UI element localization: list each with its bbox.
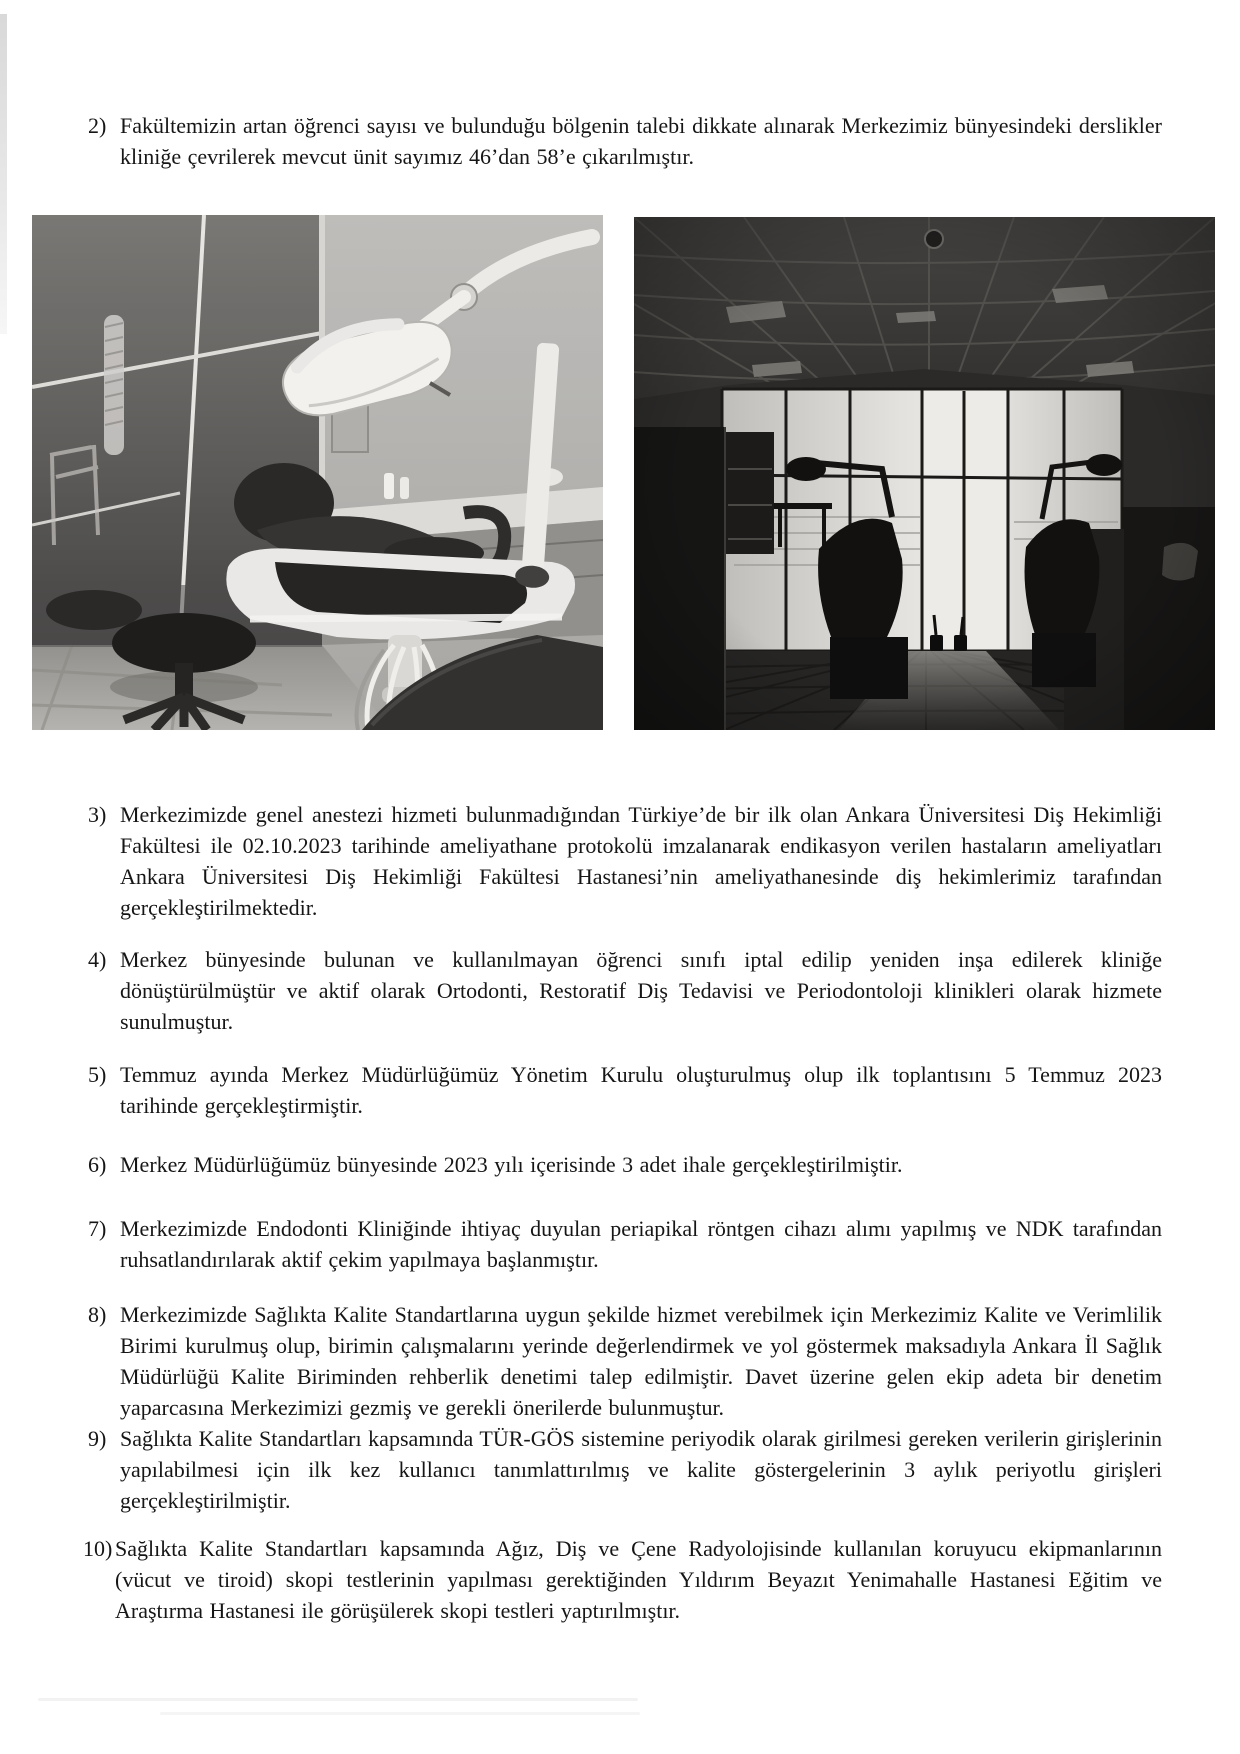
dental-unit-photo xyxy=(32,215,603,730)
scan-smudge-artifact xyxy=(160,1712,640,1715)
list-item-text: Merkezimizde genel anestezi hizmeti bulunmadığından Türkiye’de bir ilk olan Ankara Üniversitesi Diş Hekimliği Fakültesi ile 02.10.2023 tarihinde ameliyathane protokolü imzalanarak endikasyon verilen hastaların ameliyatları Ankara Üniversitesi Diş Hekimliği Fakültesi Hastanesi’nin ameliyathanesinde diş hekimlerimiz tarafından gerçekleştirilmektedir. xyxy=(120,802,1162,920)
list-item-number: 9) xyxy=(88,1426,107,1451)
scan-edge-artifact xyxy=(0,14,7,334)
list-item-number: 4) xyxy=(88,947,107,972)
list-item-text: Merkez Müdürlüğümüz bünyesinde 2023 yılı içerisinde 3 adet ihale gerçekleştirilmiştir. xyxy=(120,1152,903,1177)
list-item-10 xyxy=(83,1533,1162,1626)
list-item-number: 10) xyxy=(83,1536,113,1561)
list-item-text: Sağlıkta Kalite Standartları kapsamında Ağız, Diş ve Çene Radyolojisinde kullanılan koruyucu ekipmanlarının (vücut ve tiroid) skopi testlerinin yapılması gerektiğinden Yıldırım Beyazıt Yenimahalle Hastanesi Eğitim ve Araştırma Hastanesi ile görüşülerek skopi testleri yaptırılmıştır. xyxy=(115,1536,1162,1623)
list-item-9 xyxy=(88,1423,1162,1516)
list-item-text: Temmuz ayında Merkez Müdürlüğümüz Yönetim Kurulu oluşturulmuş olup ilk toplantısını 5 Temmuz 2023 tarihinde gerçekleştirmiştir. xyxy=(120,1062,1162,1118)
list-item-number: 7) xyxy=(88,1216,107,1241)
list-item-6 xyxy=(88,1149,1162,1180)
list-item-4 xyxy=(88,944,1162,1037)
list-item-text: Fakültemizin artan öğrenci sayısı ve bulunduğu bölgenin talebi dikkate alınarak Merkezimiz bünyesindeki derslikler kliniğe çevrilerek mevcut ünit sayımız 46’dan 58’e çıkarılmıştır. xyxy=(120,113,1162,169)
list-item-8 xyxy=(88,1299,1162,1423)
scan-smudge-artifact xyxy=(38,1698,638,1701)
list-item-number: 5) xyxy=(88,1062,107,1087)
clinic-interior-drawing xyxy=(634,217,1215,730)
list-item-text: Merkezimizde Endodonti Kliniğinde ihtiyaç duyulan periapikal röntgen cihazı alımı yapılmış ve NDK tarafından ruhsatlandırılarak aktif çekim yapılmaya başlanmıştır. xyxy=(120,1216,1162,1272)
list-item-number: 3) xyxy=(88,802,107,827)
clinic-interior-photo xyxy=(634,217,1215,730)
list-item-3 xyxy=(88,799,1162,923)
list-item-5 xyxy=(88,1059,1162,1121)
dental-unit-photo-drawing xyxy=(32,215,603,730)
list-items-8-9 xyxy=(88,1299,1162,1516)
list-item-number: 8) xyxy=(88,1302,107,1327)
list-item-7 xyxy=(88,1213,1162,1275)
list-item-text: Sağlıkta Kalite Standartları kapsamında TÜR-GÖS sistemine periyodik olarak girilmesi gereken verilerin girişlerinin yapılabilmesi için ilk kez kullanıcı tanımlattırılmış ve kalite göstergelerinin 3 aylık periyotlu girişleri gerçekleştirilmiştir. xyxy=(120,1426,1162,1513)
list-item-2 xyxy=(88,110,1162,172)
list-item-text: Merkez bünyesinde bulunan ve kullanılmayan öğrenci sınıfı iptal edilip yeniden inşa edilerek kliniğe dönüştürülmüştür ve aktif olarak Ortodonti, Restoratif Diş Tedavisi ve Periodontoloji klinikleri olarak hizmete sunulmuştur. xyxy=(120,947,1162,1034)
list-item-number: 6) xyxy=(88,1152,107,1177)
list-item-number: 2) xyxy=(88,113,107,138)
list-item-text: Merkezimizde Sağlıkta Kalite Standartlarına uygun şekilde hizmet verebilmek için Merkezimiz Kalite ve Verimlilik Birimi kurulmuş olup, birimin çalışmalarını yerinde değerlendirmek ve yol göstermek maksadıyla Ankara İl Sağlık Müdürlüğü Kalite Biriminden rehberlik denetimi talep edilmiştir. Davet üzerine gelen ekip adeta bir denetim yaparcasına Merkezimizi gezmiş ve gerekli önerilerde bulunmuştur. xyxy=(120,1302,1162,1420)
